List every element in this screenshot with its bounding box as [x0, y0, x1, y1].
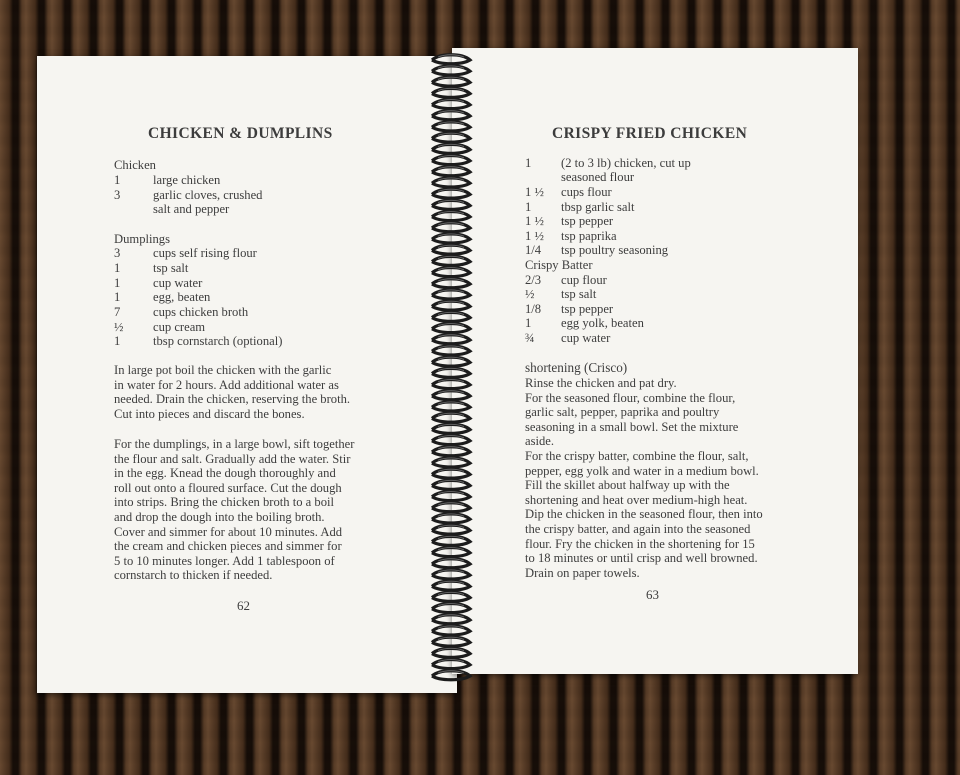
spiral-coil: [432, 335, 470, 344]
spiral-coil: [432, 55, 470, 64]
dumplings-section-header: Dumplings: [114, 232, 170, 246]
spiral-coil: [432, 514, 470, 523]
ingredient-text: tsp paprika: [561, 229, 617, 243]
instruction-line: 5 to 10 minutes longer. Add 1 tablespoon of: [114, 553, 335, 568]
ingredient-text: cup water: [153, 276, 203, 290]
spiral-coil: [432, 637, 470, 646]
spiral-coil: [432, 469, 470, 478]
instruction-line: roll out onto a floured surface. Cut the dough: [114, 480, 342, 495]
section-header-text: Crispy Batter: [525, 258, 593, 272]
ingredient-text: cups flour: [561, 185, 612, 199]
ingredient-qty: 1: [114, 261, 121, 275]
spiral-coil: [432, 312, 470, 321]
ingredient-qty: 1: [525, 200, 532, 214]
spiral-coil: [432, 615, 470, 624]
spiral-coil: [432, 122, 470, 131]
instruction-line: the crispy batter, and again into the seasoned: [525, 521, 751, 536]
shortening-line: shortening (Crisco): [525, 360, 628, 375]
spiral-coil: [432, 77, 470, 86]
spiral-coil: [432, 189, 470, 198]
ingredient-qty: 1 ½: [525, 229, 544, 243]
left-page: [37, 56, 457, 693]
spiral-coil: [432, 592, 470, 601]
ingredient-qty: ½: [114, 320, 124, 334]
spiral-binding: [426, 46, 476, 686]
spiral-coil: [432, 88, 470, 97]
instruction-line: Cut into pieces and discard the bones.: [114, 406, 305, 421]
instruction-line: the cream and chicken pieces and simmer for: [114, 539, 342, 554]
ingredient-qty: 1: [114, 276, 121, 290]
instruction-line: shortening and heat over medium-high heat.: [525, 492, 748, 507]
spiral-coil: [432, 111, 470, 120]
ingredient-text: tsp salt: [561, 287, 597, 301]
instruction-line: In large pot boil the chicken with the garlic: [114, 363, 332, 377]
spiral-coil: [432, 167, 470, 176]
spiral-coil: [432, 223, 470, 232]
spiral-coil: [432, 436, 470, 445]
page-number-left: 62: [237, 598, 250, 613]
spiral-coil: [432, 458, 470, 467]
spiral-coil: [432, 178, 470, 187]
spiral-coil: [432, 581, 470, 590]
spiral-coil: [432, 402, 470, 411]
spiral-coil: [432, 604, 470, 613]
spiral-coil: [432, 346, 470, 355]
instruction-line: in the egg. Knead the dough thoroughly and: [114, 466, 336, 481]
instruction-line: For the crispy batter, combine the flour, salt,: [525, 448, 749, 463]
spiral-coil: [432, 648, 470, 657]
ingredient-qty: 3: [114, 246, 121, 260]
ingredient-text: tsp pepper: [561, 302, 614, 316]
spiral-coil: [432, 245, 470, 254]
ingredient-text: tsp salt: [153, 261, 189, 275]
spiral-coil: [432, 66, 470, 75]
right-page: [452, 48, 858, 674]
spiral-coil: [432, 424, 470, 433]
spiral-coil: [432, 525, 470, 534]
ingredient-qty: 1/8: [525, 302, 542, 316]
ingredient-qty: 1: [525, 316, 532, 330]
ingredient-qty: 1: [114, 334, 121, 348]
ingredient-text: egg, beaten: [153, 290, 211, 304]
spiral-coil: [432, 279, 470, 288]
instruction-line: garlic salt, pepper, paprika and poultry: [525, 405, 720, 420]
spiral-coil: [432, 536, 470, 545]
ingredient-text: tbsp garlic salt: [561, 200, 635, 214]
ingredient-text: salt and pepper: [153, 202, 230, 216]
spiral-coil: [432, 413, 470, 422]
ingredient-text: cup cream: [153, 320, 206, 334]
ingredient-text: cup water: [561, 331, 611, 345]
ingredient-qty: 1 ½: [525, 185, 544, 199]
instructions-paragraph-2: [114, 437, 354, 583]
ingredient-text: seasoned flour: [561, 170, 635, 184]
spiral-coil: [432, 671, 470, 680]
instruction-line: cornstarch to thicken if needed.: [114, 568, 273, 583]
spiral-coil: [432, 660, 470, 669]
ingredient-text: egg yolk, beaten: [561, 316, 644, 330]
page-number-right: 63: [646, 587, 659, 602]
ingredient-qty: ½: [525, 287, 535, 301]
spiral-coil: [432, 301, 470, 310]
chicken-section-header: Chicken: [114, 158, 156, 172]
instruction-line: For the seasoned flour, combine the flour,: [525, 390, 736, 405]
spiral-coil: [432, 480, 470, 489]
spiral-coil: [432, 559, 470, 568]
instruction-line: Fill the skillet about halfway up with the: [525, 478, 730, 493]
instruction-line: Dip the chicken in the seasoned flour, then into: [525, 507, 763, 522]
spiral-coil: [432, 290, 470, 299]
ingredient-qty: 3: [114, 188, 121, 202]
instructions-paragraph-1: [114, 363, 350, 421]
ingredient-text: tsp poultry seasoning: [561, 243, 669, 257]
ingredient-text: large chicken: [153, 173, 221, 187]
spiral-coil: [432, 368, 470, 377]
instructions-paragraph: [525, 376, 763, 580]
ingredient-text: cups self rising flour: [153, 246, 257, 260]
ingredient-qty: 1: [525, 156, 532, 170]
spiral-coil: [432, 626, 470, 635]
ingredient-text: cup flour: [561, 273, 607, 287]
instruction-line: pepper, egg yolk and water in a medium bowl.: [525, 463, 759, 478]
instruction-line: For the dumplings, in a large bowl, sift together: [114, 437, 355, 451]
ingredient-qty: 1/4: [525, 243, 542, 257]
ingredient-qty: 1: [114, 173, 121, 187]
instruction-line: Cover and simmer for about 10 minutes. Add: [114, 524, 343, 539]
ingredient-text: (2 to 3 lb) chicken, cut up: [561, 156, 691, 170]
spiral-coil: [432, 357, 470, 366]
spiral-coil: [432, 447, 470, 456]
spiral-coil: [432, 200, 470, 209]
spiral-coil: [432, 133, 470, 142]
recipe-title-left: CHICKEN & DUMPLINS: [148, 125, 333, 142]
ingredient-text: tsp pepper: [561, 214, 614, 228]
spiral-coil: [432, 212, 470, 221]
instruction-line: Rinse the chicken and pat dry.: [525, 376, 677, 390]
instruction-line: and drop the dough into the boiling broth.: [114, 509, 325, 524]
spiral-coil: [432, 256, 470, 265]
ingredient-text: cups chicken broth: [153, 305, 249, 319]
instruction-line: flour. Fry the chicken in the shortening for 15: [525, 536, 755, 551]
instruction-line: to 18 minutes or until crisp and well browned.: [525, 551, 758, 566]
ingredient-text: tbsp cornstarch (optional): [153, 334, 283, 348]
recipe-title-right: CRISPY FRIED CHICKEN: [552, 125, 748, 142]
instruction-line: seasoning in a small bowl. Set the mixture: [525, 419, 739, 434]
instruction-line: Drain on paper towels.: [525, 565, 640, 580]
ingredient-qty: 2/3: [525, 273, 542, 287]
spiral-coil: [432, 268, 470, 277]
ingredient-qty: ¾: [525, 331, 535, 345]
spiral-coil: [432, 144, 470, 153]
spiral-coil: [432, 391, 470, 400]
instruction-line: into strips. Bring the chicken broth to a boil: [114, 495, 335, 510]
spiral-coil: [432, 100, 470, 109]
instruction-line: needed. Drain the chicken, reserving the broth.: [114, 392, 351, 407]
instruction-line: aside.: [525, 434, 555, 449]
ingredient-text: garlic cloves, crushed: [153, 188, 263, 202]
spiral-coil: [432, 324, 470, 333]
spiral-coil: [432, 503, 470, 512]
spiral-coil: [432, 548, 470, 557]
spiral-coil: [432, 570, 470, 579]
instruction-line: the flour and salt. Gradually add the water. Stir: [114, 451, 351, 466]
ingredient-qty: 1: [114, 290, 121, 304]
ingredient-qty: 1 ½: [525, 214, 544, 228]
spiral-coil: [432, 380, 470, 389]
spiral-coil: [432, 492, 470, 501]
spiral-coil: [432, 156, 470, 165]
spiral-coil: [432, 234, 470, 243]
ingredient-qty: 7: [114, 305, 121, 319]
instruction-line: in water for 2 hours. Add additional water as: [114, 377, 339, 392]
